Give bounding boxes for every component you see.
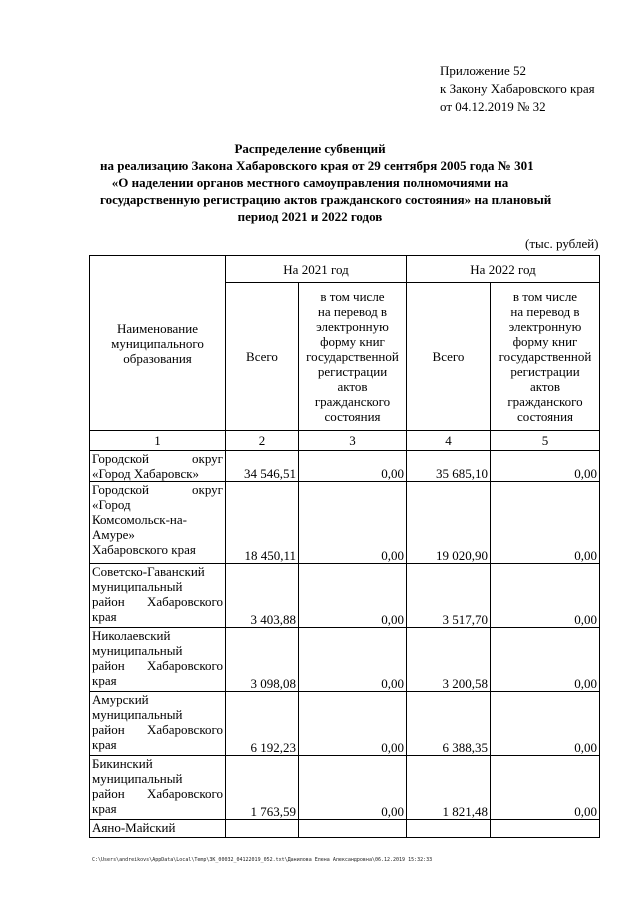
total-2022-value: 35 685,10 (407, 451, 491, 482)
header-name-column (90, 256, 226, 431)
name-line: края (92, 609, 117, 624)
name-word: округ (192, 451, 223, 466)
header-year-2022: На 2022 год (407, 256, 600, 283)
subtotal-2022-value: 0,00 (491, 564, 600, 628)
total-2021-value: 3 098,08 (226, 628, 299, 692)
table-row (90, 482, 600, 564)
subtotal-2021-value: 0,00 (299, 482, 407, 564)
subtotal-2021-value: 0,00 (299, 564, 407, 628)
municipality-name (90, 451, 226, 482)
municipality-name (90, 756, 226, 820)
subvention-table (89, 255, 600, 838)
subtotal-2022-value: 0,00 (491, 692, 600, 756)
name-word: Хабаровского (146, 594, 223, 609)
name-line: муниципальный (92, 707, 183, 722)
subtotal-2022-value: 0,00 (491, 451, 600, 482)
header-year-2021: На 2021 год (226, 256, 407, 283)
subtotal-2021-value: 0,00 (299, 451, 407, 482)
total-2021-value: 18 450,11 (226, 482, 299, 564)
title-line: «О наделении органов местного самоуправления полномочиями на (111, 175, 509, 190)
header-subtotal-line: форму книг (320, 334, 385, 349)
header-name-line: образования (123, 350, 192, 366)
header-subtotal-2022 (491, 283, 600, 431)
name-line: «Город (92, 497, 131, 512)
header-subtotal-line: в том числе (512, 289, 578, 304)
municipality-name (90, 692, 226, 756)
name-line: муниципальный (92, 643, 183, 658)
name-word: Хабаровского (146, 786, 223, 801)
total-2021-value: 34 546,51 (226, 451, 299, 482)
subtotal-2022-value: 0,00 (491, 482, 600, 564)
name-line-justified (92, 786, 223, 801)
header-subtotal-line: государственной (306, 349, 399, 364)
name-line-justified (92, 658, 223, 673)
document-title (100, 140, 552, 225)
subtotal-2021-value: 0,00 (299, 628, 407, 692)
appendix-reference (440, 62, 595, 116)
name-word: район (92, 786, 125, 801)
municipality-name (90, 564, 226, 628)
header-subtotal-line: форму книг (512, 334, 578, 349)
units-label: (тыс. рублей) (525, 236, 599, 251)
header-subtotal-line: на перевод в (510, 304, 580, 319)
header-subtotal-2021 (299, 283, 407, 431)
total-2022-value: 19 020,90 (407, 482, 491, 564)
column-number: 3 (299, 431, 407, 451)
name-word: район (92, 658, 125, 673)
appendix-line: от 04.12.2019 № 32 (440, 99, 546, 114)
header-total-2022: Всего (407, 283, 491, 431)
name-line-justified (92, 451, 223, 466)
total-2022-value: 6 388,35 (407, 692, 491, 756)
header-subtotal-line: электронную (316, 319, 389, 334)
name-line-justified (92, 594, 223, 609)
name-line: Николаевский (92, 628, 171, 643)
table-row (90, 756, 600, 820)
header-subtotal-line: государственной (498, 349, 592, 364)
name-word: район (92, 722, 125, 737)
header-subtotal-line: на перевод в (317, 304, 388, 319)
subtotal-2022-value (491, 820, 600, 838)
column-number: 1 (90, 431, 226, 451)
subtotal-2021-value: 0,00 (299, 756, 407, 820)
title-line: на реализацию Закона Хабаровского края от 29 сентября 2005 года № 301 (100, 158, 534, 173)
column-number: 5 (491, 431, 600, 451)
name-line: муниципальный (92, 579, 183, 594)
column-number-row (90, 431, 600, 451)
table-row (90, 451, 600, 482)
name-word: район (92, 594, 125, 609)
subtotal-2021-value: 0,00 (299, 692, 407, 756)
table-row (90, 820, 600, 838)
total-2021-value: 1 763,59 (226, 756, 299, 820)
appendix-line: к Закону Хабаровского края (440, 81, 595, 96)
header-subtotal-line: регистрации (510, 364, 580, 379)
municipality-name (90, 628, 226, 692)
name-word: Хабаровского (146, 722, 223, 737)
title-line: Распределение субвенций (234, 141, 386, 156)
total-2022-value: 1 821,48 (407, 756, 491, 820)
header-subtotal-line: регистрации (317, 364, 388, 379)
header-subtotal-line: гражданского (314, 394, 391, 409)
table-row (90, 628, 600, 692)
header-subtotal-line: актов (337, 379, 368, 394)
header-subtotal-line: электронную (508, 319, 582, 334)
name-line: Амуре» (92, 527, 135, 542)
name-word: Хабаровского (146, 658, 223, 673)
name-line: Аяно-Майский (92, 820, 176, 835)
name-line: «Город Хабаровск» (92, 466, 200, 481)
total-2021-value (226, 820, 299, 838)
file-path-footer: C:\Users\andreikovs\AppData\Local\Temp\ЗК_00032_04122019_052.txt\Данилова Елена Александровна\06.12.2019 15:32:33 (92, 857, 433, 863)
total-2022-value (407, 820, 491, 838)
name-line: Бикинский (92, 756, 153, 771)
total-2021-value: 6 192,23 (226, 692, 299, 756)
header-subtotal-line: состояния (324, 409, 381, 424)
header-subtotal-line: в том числе (320, 289, 385, 304)
total-2022-value: 3 200,58 (407, 628, 491, 692)
table-row (90, 692, 600, 756)
title-line: государственную регистрацию актов гражданского состояния» на плановый (100, 192, 552, 207)
header-subtotal-line: актов (529, 379, 561, 394)
header-subtotal-line: гражданского (507, 394, 583, 409)
total-2021-value: 3 403,88 (226, 564, 299, 628)
column-number: 2 (226, 431, 299, 451)
header-total-2021: Всего (226, 283, 299, 431)
municipality-name (90, 820, 226, 838)
name-line: края (92, 801, 117, 816)
name-line-justified (92, 482, 223, 497)
total-2022-value: 3 517,70 (407, 564, 491, 628)
municipality-name (90, 482, 226, 564)
name-line: Хабаровского края (92, 542, 196, 557)
name-line: Советско-Гаванский (92, 564, 205, 579)
name-word: Городской (92, 482, 149, 497)
column-number: 4 (407, 431, 491, 451)
subtotal-2022-value: 0,00 (491, 756, 600, 820)
name-line: Амурский (92, 692, 149, 707)
name-line-justified (92, 722, 223, 737)
name-word: Городской (92, 451, 149, 466)
subtotal-2021-value (299, 820, 407, 838)
name-line: Комсомольск-на- (92, 512, 187, 527)
header-name-line: муниципального (111, 335, 204, 351)
header-name-line: Наименование (117, 320, 198, 336)
subtotal-2022-value: 0,00 (491, 628, 600, 692)
header-subtotal-line: состояния (517, 409, 573, 424)
name-line: муниципальный (92, 771, 183, 786)
name-word: округ (192, 482, 223, 497)
table-row (90, 564, 600, 628)
title-line: период 2021 и 2022 годов (237, 209, 383, 224)
name-line: края (92, 737, 117, 752)
appendix-line: Приложение 52 (440, 63, 527, 78)
name-line: края (92, 673, 117, 688)
